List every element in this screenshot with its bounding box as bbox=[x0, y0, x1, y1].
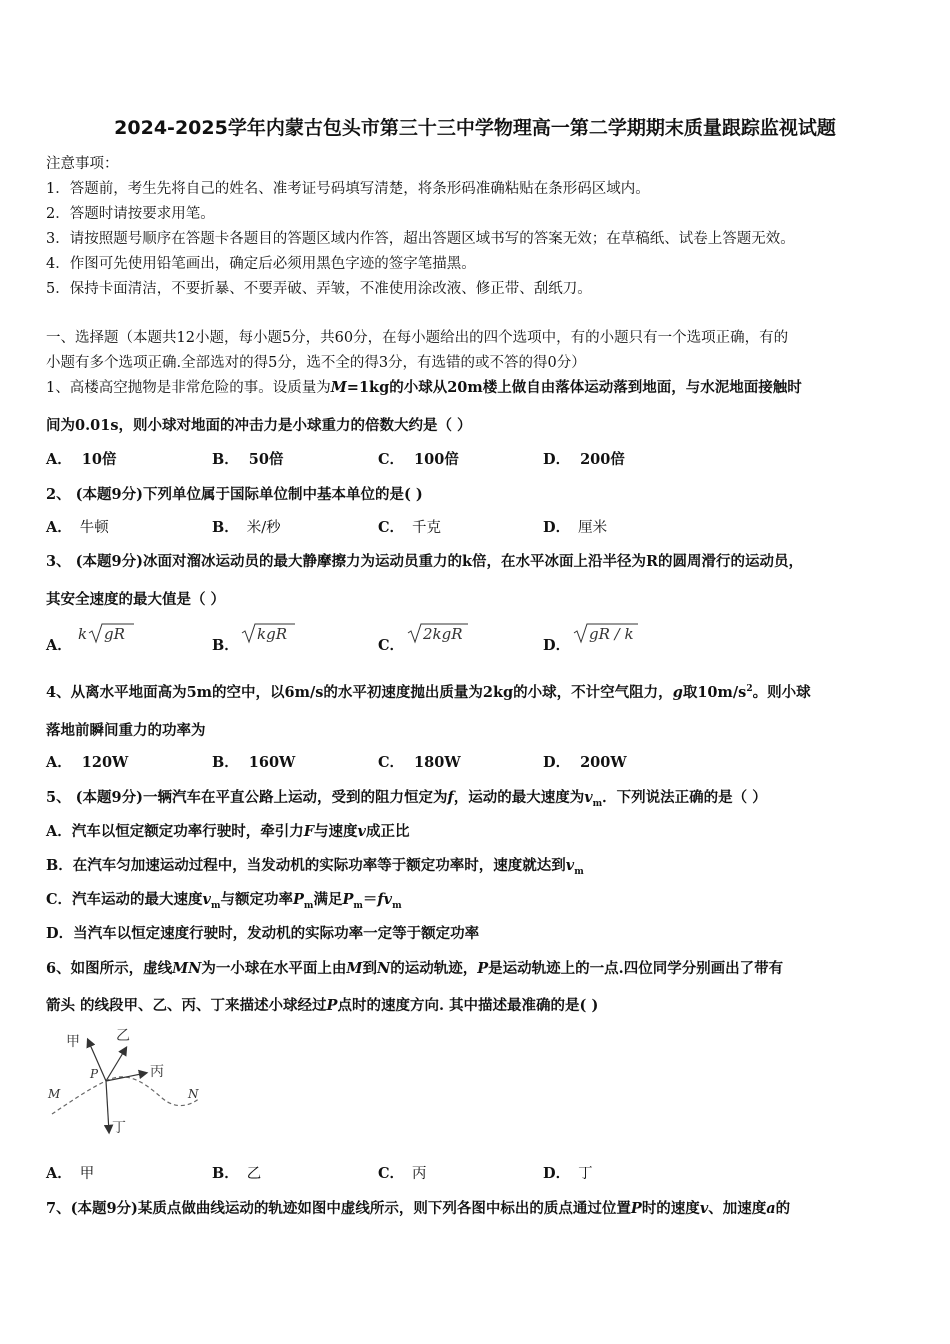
q5-stem: 5、 (本题9分)一辆汽车在平直公路上运动，受到的阻力恒定为f，运动的最大速度为$v_m$．下列说法正确的是（ ） bbox=[46, 789, 767, 809]
q3-formula-a bbox=[76, 620, 136, 646]
q2-stem: 2、 (本题9分)下列单位属于国际单位制中基本单位的是( ) bbox=[46, 486, 423, 503]
arrow-bing bbox=[106, 1073, 146, 1081]
q3-formula-a-radicand: gR bbox=[104, 625, 125, 643]
q1-option-a[interactable]: A． 10倍 bbox=[46, 451, 117, 468]
q4-option-c[interactable]: C． 180W bbox=[378, 754, 461, 771]
q3-option-b[interactable]: B． bbox=[212, 637, 239, 654]
q5-option-d[interactable]: D．当汽车以恒定速度行驶时，发动机的实际功率一定等于额定功率 bbox=[46, 925, 480, 942]
q6-option-c[interactable]: C． 丙 bbox=[378, 1165, 427, 1182]
label-p: P bbox=[90, 1067, 99, 1081]
q4-option-d[interactable]: D． 200W bbox=[543, 754, 627, 771]
q3-stem-line-2: 其安全速度的最大值是（ ） bbox=[46, 591, 226, 608]
notice-item-5: 5．保持卡面清洁，不要折暴、不要弄破、弄皱，不准使用涂改液、修正带、刮纸刀。 bbox=[46, 281, 592, 297]
q3-formula-d-radicand: gR / k bbox=[589, 625, 634, 643]
q4-option-a[interactable]: A． 120W bbox=[46, 754, 129, 771]
q3-formula-b-radicand: kgR bbox=[257, 625, 287, 643]
label-yi: 乙 bbox=[116, 1028, 130, 1044]
notice-item-2: 2．答题时请按要求用笔。 bbox=[46, 206, 215, 222]
trajectory-curve bbox=[52, 1077, 200, 1114]
q2-option-d[interactable]: D． 厘米 bbox=[543, 519, 608, 536]
q1-stem-line-1: 1、高楼高空抛物是非常危险的事。设质量为M=1kg的小球从20m楼上做自由落体运动落到地面，与水泥地面接触时 bbox=[46, 379, 802, 396]
q1-stem-line-2: 间为0.01s，则小球对地面的冲击力是小球重力的倍数大约是（ ） bbox=[46, 417, 472, 434]
label-ding: 丁 bbox=[112, 1120, 126, 1136]
q4-stem-line-2: 落地前瞬间重力的功率为 bbox=[46, 722, 206, 739]
q3-formula-c bbox=[406, 620, 472, 646]
q5-option-b[interactable]: B．在汽车匀加速运动过程中，当发动机的实际功率等于额定功率时，速度就达到$v_m$ bbox=[46, 857, 584, 877]
notice-item-1: 1．答题前，考生先将自己的姓名、准考证号码填写清楚，将条形码准确粘贴在条形码区域内。 bbox=[46, 181, 650, 197]
q2-option-b[interactable]: B． 米/秒 bbox=[212, 519, 281, 536]
notice-item-4: 4．作图可先使用铅笔画出，确定后必须用黑色字迹的签字笔描黑。 bbox=[46, 256, 476, 272]
arrow-yi bbox=[106, 1048, 126, 1081]
label-n: N bbox=[188, 1087, 199, 1101]
q6-stem-line-1: 6、如图所示，虚线MN为一小球在水平面上由M到N的运动轨迹，P是运动轨迹上的一点.四位同学分别画出了带有 bbox=[46, 960, 784, 977]
q3-formula-b bbox=[240, 620, 300, 646]
q7-stem-line-1: 7、(本题9分)某质点做曲线运动的轨迹如图中虚线所示，则下列各图中标出的质点通过位置P时的速度v、加速度a的 bbox=[46, 1200, 791, 1217]
q3-option-c[interactable]: C． bbox=[378, 637, 405, 654]
q3-option-a[interactable]: A． bbox=[46, 637, 72, 654]
label-m: M bbox=[48, 1087, 61, 1101]
arrow-ding bbox=[106, 1081, 109, 1132]
q3-formula-d bbox=[572, 620, 642, 646]
notice-heading: 注意事项： bbox=[46, 156, 119, 172]
q3-option-d[interactable]: D． bbox=[543, 637, 571, 654]
label-bing: 丙 bbox=[150, 1064, 164, 1080]
q1-option-c[interactable]: C． 100倍 bbox=[378, 451, 459, 468]
section-heading-line-2: 小题有多个选项正确.全部选对的得5分，选不全的得3分，有选错的或不答的得0分） bbox=[46, 355, 586, 371]
q6-trajectory-figure bbox=[40, 1022, 220, 1140]
page-title: 2024-2025学年内蒙古包头市第三十三中学物理高一第二学期期末质量跟踪监视试题 bbox=[114, 117, 836, 139]
q1-option-b[interactable]: B． 50倍 bbox=[212, 451, 284, 468]
q3-formula-a-prefix: k bbox=[78, 625, 88, 643]
q2-option-a[interactable]: A． 牛顿 bbox=[46, 519, 109, 536]
section-heading-line-1: 一、选择题（本题共12小题，每小题5分，共60分，在每小题给出的四个选项中，有的小题只有一个选项正确，有的 bbox=[46, 330, 789, 346]
q6-stem-line-2: 箭头 的线段甲、乙、丙、丁来描述小球经过P点时的速度方向. 其中描述最准确的是( ) bbox=[46, 997, 599, 1014]
label-jia: 甲 bbox=[66, 1034, 80, 1050]
q6-option-b[interactable]: B． 乙 bbox=[212, 1165, 262, 1182]
q5-option-a[interactable]: A．汽车以恒定额定功率行驶时，牵引力F与速度v成正比 bbox=[46, 823, 410, 840]
q1-option-d[interactable]: D． 200倍 bbox=[543, 451, 625, 468]
q6-option-a[interactable]: A． 甲 bbox=[46, 1165, 95, 1182]
q4-stem-line-1: 4、从离水平地面高为5m的空中，以6m/s的水平初速度抛出质量为2kg的小球，不计空气阻力，g取$10m/s^2$。则小球 bbox=[46, 684, 811, 701]
q2-option-c[interactable]: C． 千克 bbox=[378, 519, 442, 536]
q6-option-d[interactable]: D． 丁 bbox=[543, 1165, 593, 1182]
notice-item-3: 3．请按照题号顺序在答题卡各题目的答题区域内作答，超出答题区域书写的答案无效；在草稿纸、试卷上答题无效。 bbox=[46, 231, 795, 247]
q5-option-c[interactable]: C．汽车运动的最大速度$v_m$与额定功率$P_m$满足$P_m=fv_m$ bbox=[46, 891, 402, 911]
q3-stem-line-1: 3、 (本题9分)冰面对溜冰运动员的最大静摩擦力为运动员重力的k倍，在水平冰面上沿半径为R的圆周滑行的运动员， bbox=[46, 553, 804, 570]
q3-formula-c-radicand: 2kgR bbox=[423, 625, 463, 643]
q4-option-b[interactable]: B． 160W bbox=[212, 754, 296, 771]
